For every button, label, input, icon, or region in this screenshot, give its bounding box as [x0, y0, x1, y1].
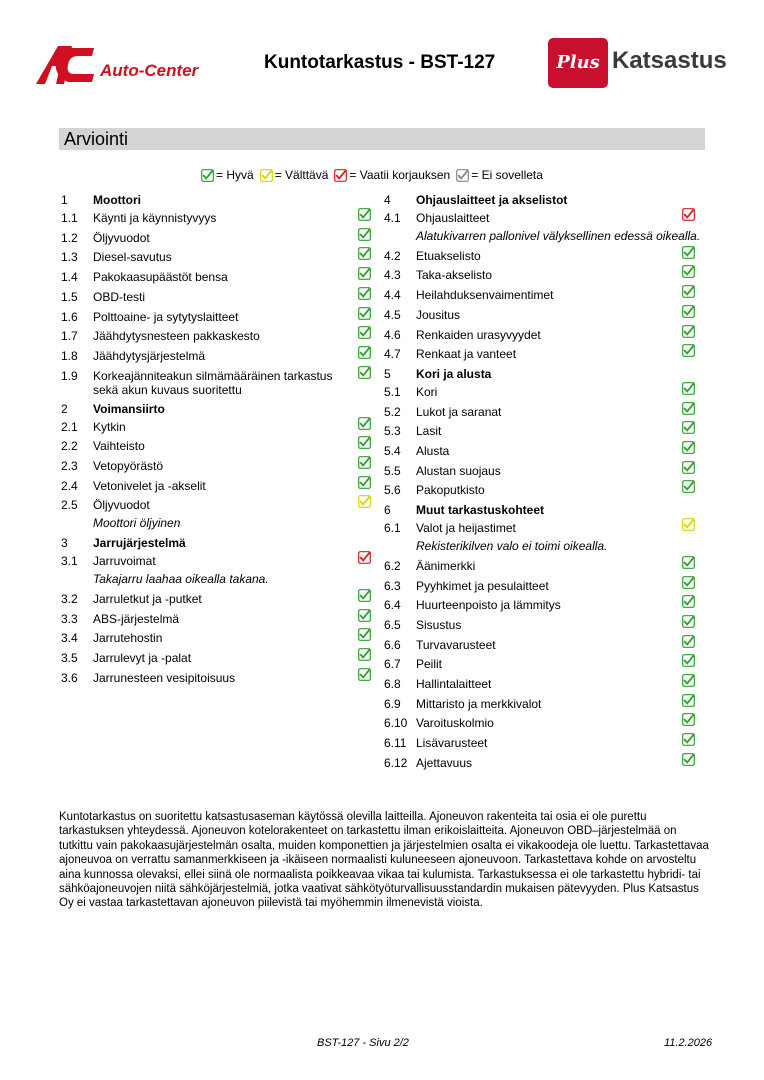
- item-number: 5.4: [384, 444, 401, 458]
- item-number: 2.3: [61, 459, 78, 473]
- item-label: Lasit: [416, 424, 442, 439]
- checklist-item: [0, 657, 764, 671]
- checklist-item: [0, 268, 764, 285]
- item-label: Muut tarkastuskohteet: [416, 503, 545, 518]
- checkbox-good-icon: [682, 753, 695, 766]
- item-number: 6.1: [384, 521, 401, 536]
- legend-label: = Hyvä: [216, 168, 254, 182]
- item-label: Ajettavuus: [416, 755, 473, 770]
- item-number: 5.1: [384, 384, 401, 399]
- checkbox-good-icon: [682, 595, 695, 608]
- checkbox-good-icon: [682, 265, 695, 278]
- item-label: Kori ja alusta: [416, 366, 492, 381]
- item-label: Jarruletkut ja -putket: [93, 591, 202, 606]
- item-number: 6.8: [384, 677, 401, 691]
- checklist-item: [0, 736, 764, 750]
- item-number: 1.1: [61, 211, 78, 225]
- checkbox-good-icon: [682, 421, 695, 434]
- item-label: Jäähdytysjärjestelmä: [93, 348, 206, 363]
- item-number: 6.4: [384, 598, 401, 613]
- item-label: Peilit: [416, 657, 443, 672]
- item-number: 6.12: [384, 755, 408, 770]
- item-label: Sisustus: [416, 617, 462, 632]
- checkbox-good-icon: [682, 325, 695, 338]
- checkbox-good-icon: [682, 654, 695, 667]
- section-header-bar: [59, 128, 705, 150]
- checklist-item: [0, 579, 764, 593]
- item-number: 1.9: [61, 368, 78, 383]
- item-number: 2.1: [61, 419, 78, 434]
- item-label: Käynti ja käynnistyvyys: [93, 211, 217, 225]
- auto-center-logo: [36, 44, 226, 86]
- item-label: Vaihteisto: [93, 439, 145, 454]
- checklist-item: [0, 328, 764, 342]
- item-label: Etuakselisto: [416, 248, 481, 263]
- item-label: Lisävarusteet: [416, 736, 488, 751]
- item-label: Kori: [416, 384, 438, 399]
- item-number: 5.6: [384, 483, 401, 498]
- katsastus-text: Katsastus: [612, 47, 727, 74]
- item-label: Ohjauslaitteet ja akselistot: [416, 193, 568, 207]
- item-number: 4.2: [384, 248, 401, 263]
- item-number: 5.5: [384, 463, 401, 478]
- item-number: 6.2: [384, 558, 401, 573]
- item-label: Lukot ja saranat: [416, 404, 502, 419]
- item-label: Jarruvoimat: [93, 554, 156, 569]
- checkbox-good-icon: [682, 674, 695, 687]
- item-number: 2.5: [61, 498, 78, 513]
- item-number: 4.1: [384, 211, 401, 225]
- plus-katsastus-logo: [548, 38, 728, 88]
- item-number: 1.4: [61, 270, 78, 285]
- checkbox-good-icon: [682, 713, 695, 726]
- item-label: Huurteenpoisto ja lämmitys: [416, 598, 561, 613]
- item-label: Vetopyörästö: [93, 459, 164, 473]
- checkbox-good-icon: [682, 694, 695, 707]
- item-label: Vetonivelet ja -akselit: [93, 478, 206, 493]
- checklist-item: [0, 638, 764, 652]
- item-number: 4.7: [384, 347, 401, 362]
- item-number: 1.2: [61, 230, 78, 245]
- checklist-item: [0, 288, 764, 302]
- item-label: Mittaristo ja merkkivalot: [416, 696, 542, 711]
- checkbox-good-icon: [682, 246, 695, 259]
- plus-badge: Plus: [548, 38, 608, 88]
- item-label: Alusta: [416, 444, 450, 458]
- item-number: 3.6: [61, 670, 78, 685]
- item-number: 1.7: [61, 329, 78, 344]
- item-number: 6: [384, 503, 391, 518]
- checkbox-good-icon: [682, 305, 695, 318]
- checkbox-bad-icon: [334, 169, 347, 182]
- item-number: 5.3: [384, 424, 401, 439]
- checklist-item: [0, 697, 764, 711]
- item-label: Jarrujärjestelmä: [93, 536, 186, 551]
- checkbox-good-icon: [682, 635, 695, 648]
- item-note: Rekisterikilven valo ei toimi oikealla.: [416, 538, 608, 553]
- checklist-item: [0, 405, 764, 419]
- category-header: [0, 503, 764, 517]
- item-label: Turvavarusteet: [416, 637, 496, 652]
- document-title: Kuntotarkastus - BST-127: [264, 52, 496, 73]
- item-label: Jarrunesteen vesipitoisuus: [93, 670, 236, 685]
- item-number: 6.7: [384, 657, 401, 672]
- item-number: 6.10: [384, 716, 408, 731]
- item-label: Hallintalaitteet: [416, 677, 492, 691]
- checkbox-bad-icon: [682, 208, 695, 221]
- item-note: Alatukivarren pallonivel välyksellinen edessä oikealla.: [416, 228, 701, 243]
- checklist-item: [0, 618, 764, 632]
- item-number: 1.5: [61, 289, 78, 304]
- item-number: 6.6: [384, 637, 401, 652]
- item-label: Renkaat ja vanteet: [416, 347, 517, 362]
- legend-label: = Välttävä: [274, 168, 329, 182]
- item-label: Heilahduksenvaimentimet: [416, 288, 554, 303]
- auto-center-logo-text: Auto-Center: [100, 61, 199, 80]
- checklist-item: [0, 444, 764, 458]
- item-number: 4.5: [384, 307, 401, 322]
- disclaimer-text: Kuntotarkastus on suoritettu katsastusaseman käytössä olevilla laitteilla. Ajoneuvon rakenteita tai osia ei ole purettu tarkastuksen yhteydessä. Ajoneuvon kotelorakenteet on tarkastettu ilman erikoislaitteita. Ajoneuvon OBD–järjestelmää on tutkittu vain pakokaasujärjestelmän osalta, muiden komponettien ja järjestelmien osalta ei vikakoodeja ole luettu. Tarkastettavaa ajoneuvoa on verrattu samanmerkkiseen ja -ikäiseen normaalisti kuluneeseen ajoneuvoon. Tarkastettava kohde on arvosteltu aina kunnossa olevaksi, ellei siinä ole normaalista poikkeavaa vikaa tai kulumista. Tarkastuksessa ei ole tarkastettu hybridi- tai sähköajoneuvojen niitä sähköjärjestelmiä, jotka vaativat sähkötyöturvallisuusstandardin mukaisen pätevyyden. Plus Katsastus Oy ei vastaa tarkastettavan ajoneuvon piilevistä tai myöhemmin ilmenevistä vioista.: [59, 811, 709, 910]
- item-label: Varoituskolmio: [416, 716, 494, 731]
- item-label: ABS-järjestelmä: [93, 611, 180, 626]
- item-label: Taka-akselisto: [416, 268, 493, 283]
- checkbox-good-icon: [358, 228, 371, 241]
- item-label: Pyyhkimet ja pesulaitteet: [416, 578, 549, 593]
- item-label: Jarrulevyt ja -palat: [93, 650, 192, 665]
- footer-date: 11.2.2026: [664, 1037, 713, 1049]
- checklist-item: [0, 677, 764, 691]
- checklist-item: [0, 347, 764, 361]
- item-number: 6.9: [384, 696, 401, 711]
- item-label: OBD-testi: [93, 289, 146, 304]
- item-label: Polttoaine- ja sytytyslaitteet: [93, 309, 239, 324]
- legend-item-bad: [334, 168, 450, 182]
- checkbox-good-icon: [682, 285, 695, 298]
- checkbox-fair-icon: [682, 518, 695, 531]
- checklist-item: [0, 716, 764, 730]
- item-label: Jäähdytysnesteen pakkaskesto: [93, 329, 260, 344]
- checklist-item: [0, 464, 764, 478]
- checkbox-good-icon: [682, 344, 695, 357]
- legend-item-good: [201, 168, 254, 182]
- item-number: 3: [61, 536, 68, 551]
- item-number: 2.2: [61, 439, 78, 454]
- item-note: Moottori öljyinen: [93, 516, 181, 531]
- checklist-item: [0, 382, 764, 399]
- legend-label: = Vaatii korjauksen: [349, 168, 451, 182]
- checkbox-fair-icon: [260, 169, 273, 182]
- item-number: 4: [384, 193, 391, 207]
- item-label: Kytkin: [93, 419, 126, 434]
- item-label-line2: sekä akun kuvaus suoritettu: [93, 382, 242, 397]
- item-number: 1.6: [61, 309, 78, 324]
- item-number: 3.3: [61, 611, 78, 626]
- checkbox-na-icon: [456, 169, 469, 182]
- checklist-item: [0, 598, 764, 612]
- checklist-item: [0, 521, 764, 535]
- item-number: 1: [61, 193, 68, 207]
- item-label: Diesel-savutus: [93, 250, 172, 265]
- item-number: 4.4: [384, 288, 401, 303]
- category-header: [0, 367, 764, 381]
- item-number: 5.2: [384, 404, 401, 419]
- item-label: Renkaiden urasyvyydet: [416, 327, 541, 342]
- item-label: Äänimerkki: [416, 558, 476, 573]
- page-header: [0, 0, 764, 110]
- item-number: 6.11: [384, 736, 407, 751]
- item-number: 1.8: [61, 348, 78, 363]
- checkbox-good-icon: [682, 402, 695, 415]
- item-label: Öljyvuodot: [93, 498, 150, 513]
- item-number: 3.2: [61, 591, 78, 606]
- item-number: 5: [384, 366, 391, 381]
- checklist-item: [0, 424, 764, 438]
- item-number: 6.3: [384, 578, 401, 593]
- status-legend: [201, 167, 549, 183]
- section-title: Arviointi: [64, 129, 129, 149]
- item-label: Alustan suojaus: [416, 463, 501, 478]
- legend-label: = Ei sovelleta: [471, 168, 543, 182]
- item-label: Pakoputkisto: [416, 483, 485, 498]
- checkbox-good-icon: [682, 615, 695, 628]
- item-number: 4.3: [384, 268, 401, 283]
- checkbox-good-icon: [682, 382, 695, 395]
- item-number: 3.5: [61, 650, 78, 665]
- item-number: 6.5: [384, 617, 401, 632]
- item-label: Moottori: [93, 193, 141, 207]
- category-header: [0, 193, 764, 207]
- item-label: Valot ja heijastimet: [416, 521, 516, 536]
- item-label: Jousitus: [416, 307, 461, 322]
- item-note: Takajarru laahaa oikealla takana.: [93, 571, 269, 586]
- checklist-item: [0, 308, 764, 322]
- checkbox-good-icon: [682, 441, 695, 454]
- item-label: Pakokaasupäästöt bensa: [93, 270, 228, 285]
- checkbox-good-icon: [682, 733, 695, 746]
- item-number: 2: [61, 401, 68, 416]
- category-header: [0, 536, 764, 550]
- checkbox-good-icon: [682, 480, 695, 493]
- checkbox-good-icon: [682, 556, 695, 569]
- item-label: Ohjauslaitteet: [416, 211, 490, 225]
- legend-item-na: [456, 168, 543, 182]
- item-label: Jarrutehostin: [93, 631, 163, 646]
- checkbox-good-icon: [201, 169, 214, 182]
- checkbox-good-icon: [682, 576, 695, 589]
- checklist-item: [0, 756, 764, 770]
- item-label: Korkeajänniteakun silmämääräinen tarkastus: [93, 368, 333, 383]
- item-number: 3.1: [61, 554, 78, 569]
- checkbox-good-icon: [682, 461, 695, 474]
- checklist-item: [0, 211, 764, 225]
- item-number: 2.4: [61, 478, 78, 493]
- checklist-item: [0, 483, 764, 497]
- item-number: 1.3: [61, 250, 78, 265]
- checklist-item: [0, 249, 764, 263]
- item-label: Öljyvuodot: [93, 230, 150, 245]
- checklist-item: [0, 559, 764, 573]
- item-label: Voimansiirto: [93, 401, 165, 416]
- item-number: 3.4: [61, 631, 78, 646]
- item-number: 4.6: [384, 327, 401, 342]
- legend-item-fair: [260, 168, 329, 182]
- page-number: BST-127 - Sivu 2/2: [317, 1037, 409, 1049]
